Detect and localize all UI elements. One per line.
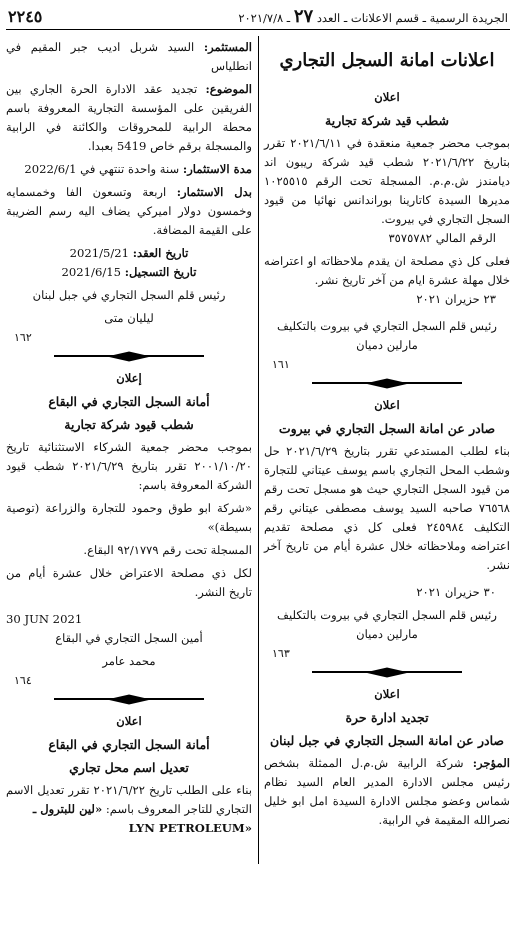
notice-body-text: بناء على الطلب تاريخ ٢٠٢١/٦/٢٢ تقرر تعديل الاسم التجاري للتاجر المعروف باسم: xyxy=(6,783,252,816)
fee-line xyxy=(6,183,252,240)
notice-heading: اعلان xyxy=(374,90,400,104)
header-title-text: الجريدة الرسمية ـ قسم الاعلانات ـ العدد xyxy=(316,10,508,25)
notice-subtitle: صادر عن امانة السجل التجاري في جبل لبنان xyxy=(269,733,505,748)
signature-title: رئيس قلم السجل التجاري في بيروت بالتكليف xyxy=(277,608,497,622)
fee-label: بدل الاستثمار: xyxy=(176,185,252,199)
fiscal-number: الرقم المالي ٣٥٧٥٧٨٢ xyxy=(388,231,496,245)
notice-number: ١٦١ xyxy=(272,358,290,371)
notice-subtitle: شطب قيود شركة تجارية xyxy=(64,417,194,432)
separator xyxy=(6,347,252,365)
separator xyxy=(264,663,510,681)
notice-subtitle: تعديل اسم محل تجاري xyxy=(69,760,189,775)
subject-text: تجديد عقد الادارة الحرة الجاري بين الفريقين على المؤسسة التجارية المعروفة باسم محطة الرابية للمحروقات والكائنة في الرابية والمسجلة برقم خاص 5419 بعبدا. xyxy=(6,82,252,153)
subject-line xyxy=(6,80,252,156)
notice-date: ٣٠ حزيران ٢٠٢١ xyxy=(416,585,496,599)
lessee-label: المستثمر: xyxy=(203,40,253,54)
objection-text: لكل ذي مصلحة الاعتراض خلال عشرة أيام من تاريخ النشر. xyxy=(6,566,252,599)
registration-date-label: تاريخ التسجيل: xyxy=(124,265,197,279)
signature-title: رئيس قلم السجل التجاري في جبل لبنان xyxy=(32,288,226,302)
left-column xyxy=(6,38,252,838)
issue-number: ٢٧ xyxy=(293,5,314,27)
trade-name-arabic: «لين للبترول ـ xyxy=(32,802,103,816)
separator xyxy=(6,690,252,708)
lessor-text: شركة الرابية ش.م.ل الممثلة بشخص رئيس مجلس الادارة المدير العام السيد نظام شماس وعضو مجلس الادارة السيدة امل ابو خليل نصرالله المقيمة في الرابية. xyxy=(264,756,510,827)
signature-name: مارلين دميان xyxy=(356,627,418,641)
term-label: مدة الاستثمار: xyxy=(182,162,252,176)
notice-title: شطب قيد شركة تجارية xyxy=(325,113,449,128)
company-name: «شركة ابو طوق وحمود للتجارة والزراعة (توصية بسيطة)» xyxy=(6,501,252,534)
notice-heading: إعلان xyxy=(116,371,142,385)
lessee-text: السيد شربل اديب جبر المقيم في انطلياس xyxy=(6,40,252,73)
term-line xyxy=(6,160,252,179)
page-number: ٢٢٤٥ xyxy=(8,6,43,26)
signature-name: محمد عامر xyxy=(102,654,156,668)
notice-body: بناء لطلب المستدعي تقرر بتاريخ ٢٠٢١/٦/٢٩ حل وشطب المحل التجاري باسم يوسف عيتاني للتجارة من قيود السجل التجاري حيث هو مسجل تحت رقم ٧٦٥٦٨ صاحبه السيد يوسف مصطفى عيتاني رقم التكليف ٢٤٥٩٨٤ فعلى كل ذي مصلحة تقديم اعتراضه وملاحظاته خلال عشرة أيام من تاريخ آخر نشر. xyxy=(264,444,510,572)
notice-heading: اعلان xyxy=(374,687,400,701)
section-title: اعلانات امانة السجل التجاري xyxy=(279,50,495,71)
lessee-line xyxy=(6,38,252,76)
notice-body xyxy=(6,781,252,819)
notice-number: ١٦٤ xyxy=(14,674,32,687)
separator xyxy=(264,374,510,392)
notice-number: ١٦٣ xyxy=(272,647,290,660)
signature-title: رئيس قلم السجل التجاري في بيروت بالتكليف xyxy=(277,319,497,333)
contract-date-label: تاريخ العقد: xyxy=(132,246,189,260)
notice-body: بموجب محضر جمعية منعقدة في ٢٠٢١/٦/١١ تقرر بتاريخ ٢٠٢١/٦/٢٢ شطب قيد شركة ريبون اند ديامندز ش.م.م. المسجلة تحت الرقم ١٠٢٥٥١٥ مديرها السيدة كاتارينا بوراندانس نهائيا من قيود السجل التجاري في بيروت. xyxy=(264,136,510,226)
notice-date: ٢٣ حزيران ٢٠٢١ xyxy=(416,292,496,306)
objection-text: فعلى كل ذي مصلحة ان يقدم ملاحظاته او اعتراضه خلال مهلة عشرة ايام من آخر تاريخ نشر. xyxy=(264,254,510,287)
contract-date: 2021/5/21 xyxy=(69,246,130,260)
notice-title: أمانة السجل التجاري في البقاع xyxy=(48,737,210,752)
lessor-label: المؤجر: xyxy=(472,756,510,770)
notice-body xyxy=(264,754,510,830)
notice-heading: اعلان xyxy=(374,398,400,412)
notice-body: بموجب محضر جمعية الشركاء الاستثنائية تاريخ ٢٠٠١/١٠/٢٠ تقرر بتاريخ ٢٠٢١/٦/٢٩ شطب قيود الشركة المعروفة باسم: xyxy=(6,440,252,492)
trade-name-latin: LYN PETROLEUM» xyxy=(128,821,252,835)
contract-date-line xyxy=(6,244,252,263)
registration-text: المسجلة تحت رقم ٩٢/١٧٧٩ البقاع. xyxy=(83,543,252,557)
fee-text: اربعة وتسعون الفا وخمسمايه وخمسون دولار اميركي يضاف اليه رسم الضريبة على القيمة المضافة. xyxy=(6,185,252,237)
signature-title: أمين السجل التجاري في البقاع xyxy=(55,631,203,645)
notice-title: تجديد ادارة حرة xyxy=(345,710,429,725)
signature-name: ليليان متى xyxy=(104,311,154,325)
right-column xyxy=(264,38,510,830)
page-header xyxy=(6,6,510,30)
notice-title: أمانة السجل التجاري في البقاع xyxy=(48,394,210,409)
column-divider xyxy=(258,36,259,864)
header-title xyxy=(238,6,508,27)
notice-date: 30 JUN 2021 xyxy=(6,612,83,626)
registration-date: 2021/6/15 xyxy=(61,265,121,279)
registration-date-line xyxy=(6,263,252,282)
notice-heading: اعلان xyxy=(116,714,142,728)
subject-label: الموضوع: xyxy=(205,82,252,96)
signature-name: مارلين دميان xyxy=(356,338,418,352)
issue-date: ـ ٢٠٢١/٧/٨ xyxy=(238,10,291,25)
notice-title: صادر عن امانة السجل التجاري في بيروت xyxy=(278,421,496,436)
term-text: سنة واحدة تنتهي في 2022/6/1 xyxy=(24,162,180,176)
notice-number: ١٦٢ xyxy=(14,331,32,344)
